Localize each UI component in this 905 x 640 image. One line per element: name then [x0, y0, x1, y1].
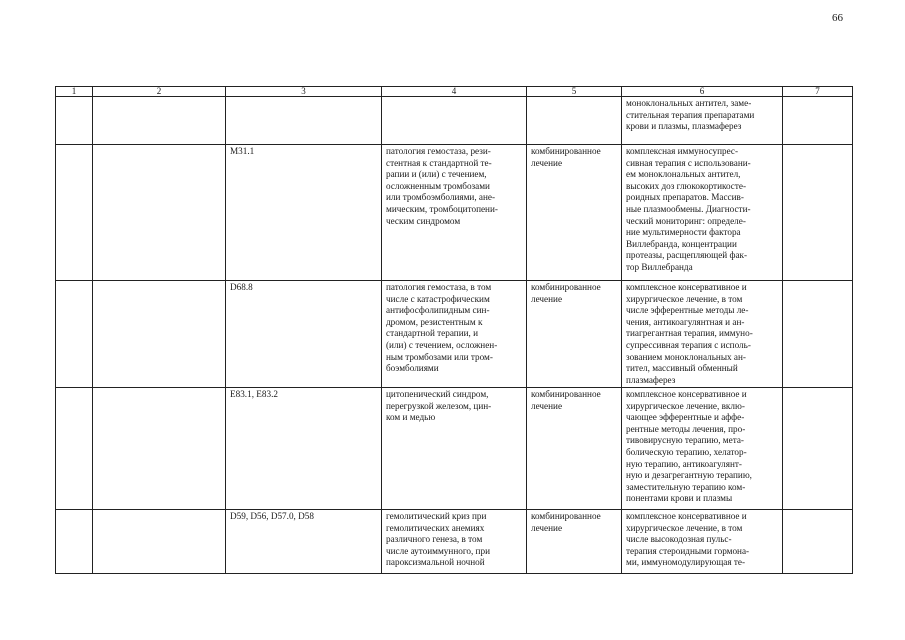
- note-cell: [783, 281, 853, 388]
- treatment-method-cell: моноклональных антител, заме- стительная терапия препаратами крови и плазмы, плазмаферез: [622, 97, 783, 145]
- column-header-4: 4: [382, 87, 527, 97]
- treatment-table: [55, 86, 853, 574]
- profile-cell: [93, 145, 226, 281]
- number-cell: [56, 510, 93, 574]
- table-row: [56, 97, 853, 145]
- profile-cell: [93, 510, 226, 574]
- table-row: [56, 145, 853, 281]
- pathology-cell: [382, 97, 527, 145]
- treatment-type-cell: [527, 97, 622, 145]
- icd-code-cell: [226, 97, 382, 145]
- treatment-type-cell: комбинированное лечение: [527, 281, 622, 388]
- icd-code-cell: E83.1, E83.2: [226, 388, 382, 510]
- icd-code-cell: M31.1: [226, 145, 382, 281]
- treatment-method-cell: комплексное консервативное и хирургическое лечение, в том числе высокодозная пульс- терапия стероидными гормона- ми, иммуномодулирующая те-: [622, 510, 783, 574]
- treatment-type-cell: комбинированное лечение: [527, 510, 622, 574]
- table-row: [56, 281, 853, 388]
- treatment-method-cell: комплексное консервативное и хирургическое лечение, в том числе эфферентные методы ле- чения, антикоагулянтная и ан- тиагрегантная терапия, иммуно- супрессивная терапия с исполь- зованием моноклональных ан- тител, массивный обменный плазмаферез: [622, 281, 783, 388]
- profile-cell: [93, 281, 226, 388]
- table-header: [56, 87, 853, 97]
- icd-code-cell: D59, D56, D57.0, D58: [226, 510, 382, 574]
- pathology-cell: цитопенический синдром, перегрузкой железом, цин- ком и медью: [382, 388, 527, 510]
- treatment-method-cell: комплексное консервативное и хирургическое лечение, вклю- чающее эфферентные и аффе- рентные методы лечения, про- тивовирусную терапию, мета- болическую терапию, хелатор- ную терапию, антикоагулянт- ную и дезагрегантную терапию, заместительную терапию ком- понентами крови и плазмы: [622, 388, 783, 510]
- header-row: [56, 87, 853, 97]
- profile-cell: [93, 97, 226, 145]
- treatment-type-cell: комбинированное лечение: [527, 388, 622, 510]
- number-cell: [56, 145, 93, 281]
- column-header-7: 7: [783, 87, 853, 97]
- column-header-1: 1: [56, 87, 93, 97]
- note-cell: [783, 145, 853, 281]
- treatment-method-cell: комплексная иммуносупрес- сивная терапия с использовани- ем моноклональных антител, высоких доз глюкокортикосте- роидных препаратов. Массив- ные плазмообмены. Диагности- ческий мониторинг: определе- ние мультимерности фактора Виллебранда, концентрации протеазы, расщепляющей фак- тор Виллебранда: [622, 145, 783, 281]
- profile-cell: [93, 388, 226, 510]
- number-cell: [56, 281, 93, 388]
- note-cell: [783, 388, 853, 510]
- pathology-cell: патология гемостаза, рези- стентная к стандартной те- рапии и (или) с течением, осложненным тромбозами или тромбоэмболиями, ане- мическим, тромбоцитопени- ческим синдромом: [382, 145, 527, 281]
- column-header-6: 6: [622, 87, 783, 97]
- icd-code-cell: D68.8: [226, 281, 382, 388]
- note-cell: [783, 510, 853, 574]
- number-cell: [56, 97, 93, 145]
- note-cell: [783, 97, 853, 145]
- number-cell: [56, 388, 93, 510]
- column-header-5: 5: [527, 87, 622, 97]
- table-row: [56, 388, 853, 510]
- column-header-2: 2: [93, 87, 226, 97]
- column-header-3: 3: [226, 87, 382, 97]
- pathology-cell: гемолитический криз при гемолитических анемиях различного генеза, в том числе аутоиммунного, при пароксизмальной ночной: [382, 510, 527, 574]
- pathology-cell: патология гемостаза, в том числе с катастрофическим антифосфолипидным син- дромом, резистентным к стандартной терапии, и (или) с течением, осложнен- ным тромбозами или тром- боэмболиями: [382, 281, 527, 388]
- table-row: [56, 510, 853, 574]
- treatment-type-cell: комбинированное лечение: [527, 145, 622, 281]
- page-number: 66: [832, 12, 843, 24]
- table-body: [56, 97, 853, 574]
